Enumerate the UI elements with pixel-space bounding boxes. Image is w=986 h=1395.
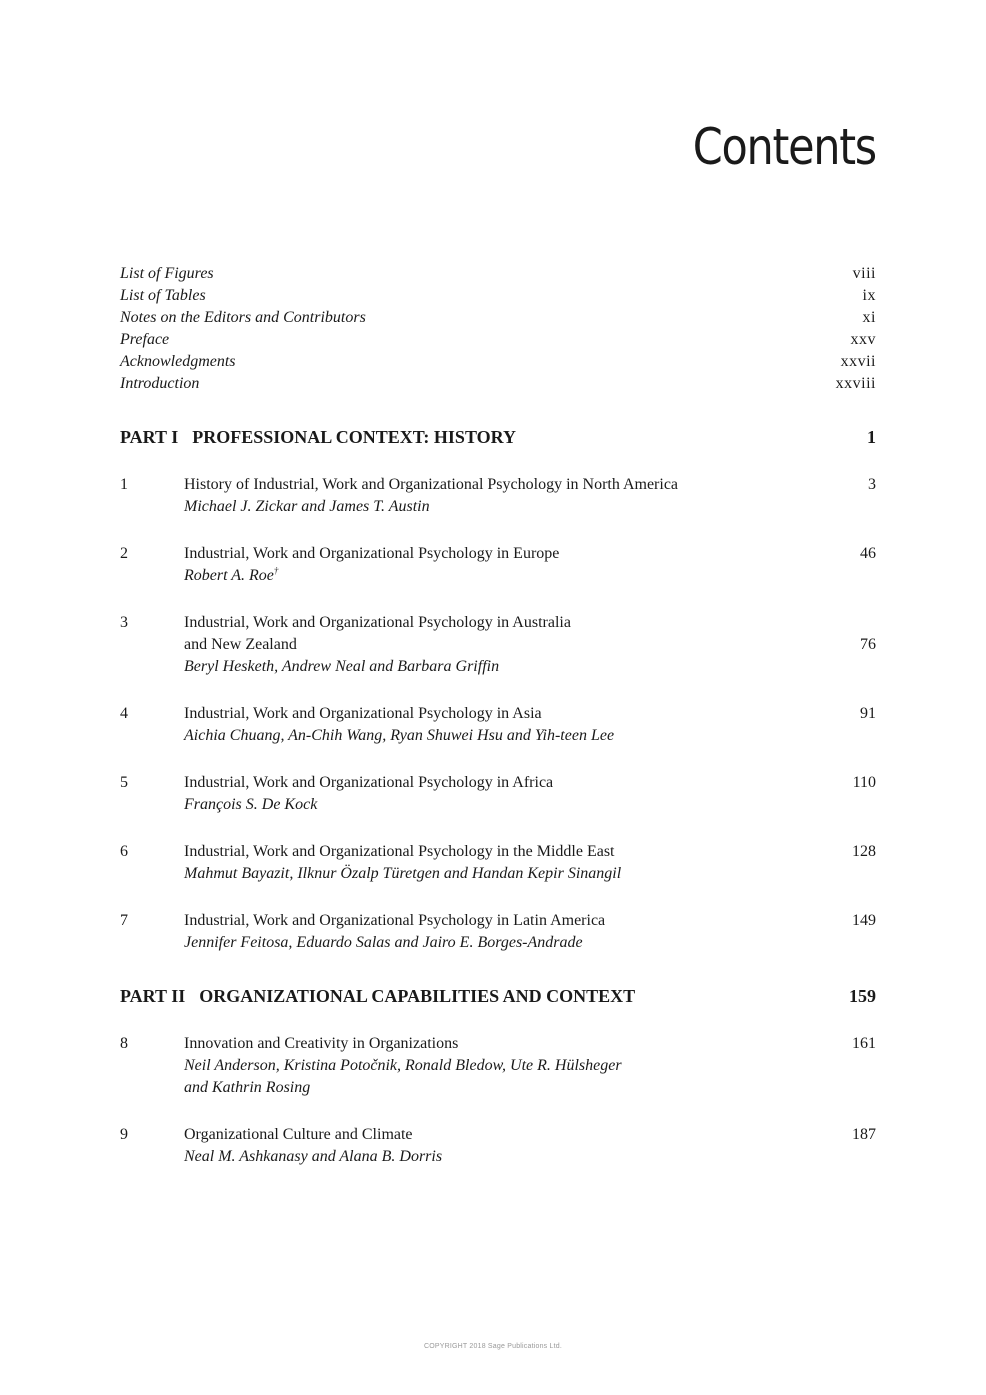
chapter-page: 110 bbox=[852, 774, 876, 791]
page-title: Contents bbox=[692, 118, 876, 176]
chapter-authors: Aichia Chuang, An-Chih Wang, Ryan Shuwei Hsu and Yih-teen Lee bbox=[184, 727, 615, 744]
chapter-number: 2 bbox=[120, 545, 128, 562]
toc-chapter-entry[interactable] bbox=[120, 772, 876, 816]
chapter-authors: Michael J. Zickar and James T. Austin bbox=[184, 498, 430, 515]
part-label: PART II bbox=[120, 986, 186, 1006]
chapter-title: Industrial, Work and Organizational Psychology in Asia bbox=[184, 705, 542, 722]
toc-part-heading[interactable] bbox=[120, 984, 876, 1008]
toc-chapter-entry[interactable] bbox=[120, 474, 876, 518]
chapter-page: 149 bbox=[852, 912, 876, 929]
chapter-authors: Jennifer Feitosa, Eduardo Salas and Jairo E. Borges-Andrade bbox=[184, 934, 583, 951]
chapter-authors: Beryl Hesketh, Andrew Neal and Barbara Griffin bbox=[184, 658, 500, 675]
part-page: 159 bbox=[849, 986, 876, 1006]
chapter-authors-continued: and Kathrin Rosing bbox=[184, 1079, 311, 1096]
chapter-page: 46 bbox=[860, 545, 876, 562]
chapter-number: 9 bbox=[120, 1126, 128, 1143]
chapter-number: 4 bbox=[120, 705, 128, 722]
chapter-title: Industrial, Work and Organizational Psychology in Africa bbox=[184, 774, 554, 791]
toc-chapter-entry[interactable] bbox=[120, 612, 876, 678]
chapter-page: 187 bbox=[852, 1126, 876, 1143]
chapter-number: 6 bbox=[120, 843, 128, 860]
toc-front-matter-item[interactable] bbox=[120, 373, 876, 395]
toc-front-matter-item[interactable] bbox=[120, 263, 876, 285]
chapter-page: 76 bbox=[860, 636, 876, 653]
chapter-title: Industrial, Work and Organizational Psychology in Australia bbox=[184, 614, 571, 631]
chapter-number: 1 bbox=[120, 476, 128, 493]
part-title: PROFESSIONAL CONTEXT: HISTORY bbox=[192, 427, 516, 447]
chapter-title: Industrial, Work and Organizational Psychology in Latin America bbox=[184, 912, 606, 929]
part-page: 1 bbox=[867, 427, 876, 447]
toc-front-matter-item[interactable] bbox=[120, 285, 876, 307]
chapter-page: 128 bbox=[852, 843, 876, 860]
front-matter-page: xi bbox=[862, 309, 876, 326]
front-matter-label: Notes on the Editors and Contributors bbox=[120, 309, 366, 326]
chapter-page: 3 bbox=[868, 476, 876, 493]
chapter-page: 161 bbox=[852, 1035, 876, 1052]
toc-part-heading[interactable] bbox=[120, 425, 876, 449]
chapter-authors-text: Robert A. Roe bbox=[184, 567, 274, 584]
chapter-authors: Neal M. Ashkanasy and Alana B. Dorris bbox=[184, 1148, 443, 1165]
part-title: ORGANIZATIONAL CAPABILITIES AND CONTEXT bbox=[199, 986, 636, 1006]
toc-chapter-entry[interactable] bbox=[120, 841, 876, 885]
toc-chapter-entry[interactable] bbox=[120, 1033, 876, 1099]
front-matter-label: Acknowledgments bbox=[120, 353, 236, 370]
chapter-authors: Neil Anderson, Kristina Potočnik, Ronald Bledow, Ute R. Hülsheger bbox=[184, 1057, 622, 1074]
front-matter-page: viii bbox=[852, 265, 876, 282]
chapter-title: Organizational Culture and Climate bbox=[184, 1126, 413, 1143]
toc-front-matter-item[interactable] bbox=[120, 329, 876, 351]
toc-chapter-entry[interactable] bbox=[120, 543, 876, 587]
chapter-title: Innovation and Creativity in Organizations bbox=[184, 1035, 459, 1052]
toc-front-matter-item[interactable] bbox=[120, 351, 876, 373]
toc-chapter-entry[interactable] bbox=[120, 703, 876, 747]
front-matter-label: List of Figures bbox=[120, 265, 214, 282]
part-label: PART I bbox=[120, 427, 179, 447]
chapter-title-continued: and New Zealand bbox=[184, 636, 297, 653]
chapter-title: Industrial, Work and Organizational Psychology in Europe bbox=[184, 545, 560, 562]
front-matter-label: Preface bbox=[120, 331, 170, 348]
front-matter-page: xxviii bbox=[835, 375, 876, 392]
toc-front-matter-item[interactable] bbox=[120, 307, 876, 329]
chapter-authors: Mahmut Bayazit, Ilknur Özalp Türetgen and Handan Kepir Sinangil bbox=[184, 865, 622, 882]
chapter-number: 7 bbox=[120, 912, 128, 929]
front-matter-page: xxv bbox=[850, 331, 876, 348]
chapter-title: History of Industrial, Work and Organizational Psychology in North America bbox=[184, 476, 679, 493]
front-matter-page: xxvii bbox=[840, 353, 876, 370]
chapter-title: Industrial, Work and Organizational Psychology in the Middle East bbox=[184, 843, 615, 860]
front-matter-label: Introduction bbox=[120, 375, 200, 392]
front-matter-label: List of Tables bbox=[120, 287, 206, 304]
toc-chapter-entry[interactable] bbox=[120, 1124, 876, 1168]
chapter-page: 91 bbox=[860, 705, 876, 722]
chapter-authors bbox=[184, 565, 876, 587]
chapter-number: 5 bbox=[120, 774, 128, 791]
deceased-mark: † bbox=[273, 565, 279, 576]
toc-chapter-entry[interactable] bbox=[120, 910, 876, 954]
copyright-footer: COPYRIGHT 2018 Sage Publications Ltd. bbox=[423, 1343, 562, 1350]
front-matter-page: ix bbox=[862, 287, 876, 304]
chapter-number: 8 bbox=[120, 1035, 128, 1052]
chapter-authors: François S. De Kock bbox=[184, 796, 318, 813]
chapter-number: 3 bbox=[120, 614, 128, 631]
